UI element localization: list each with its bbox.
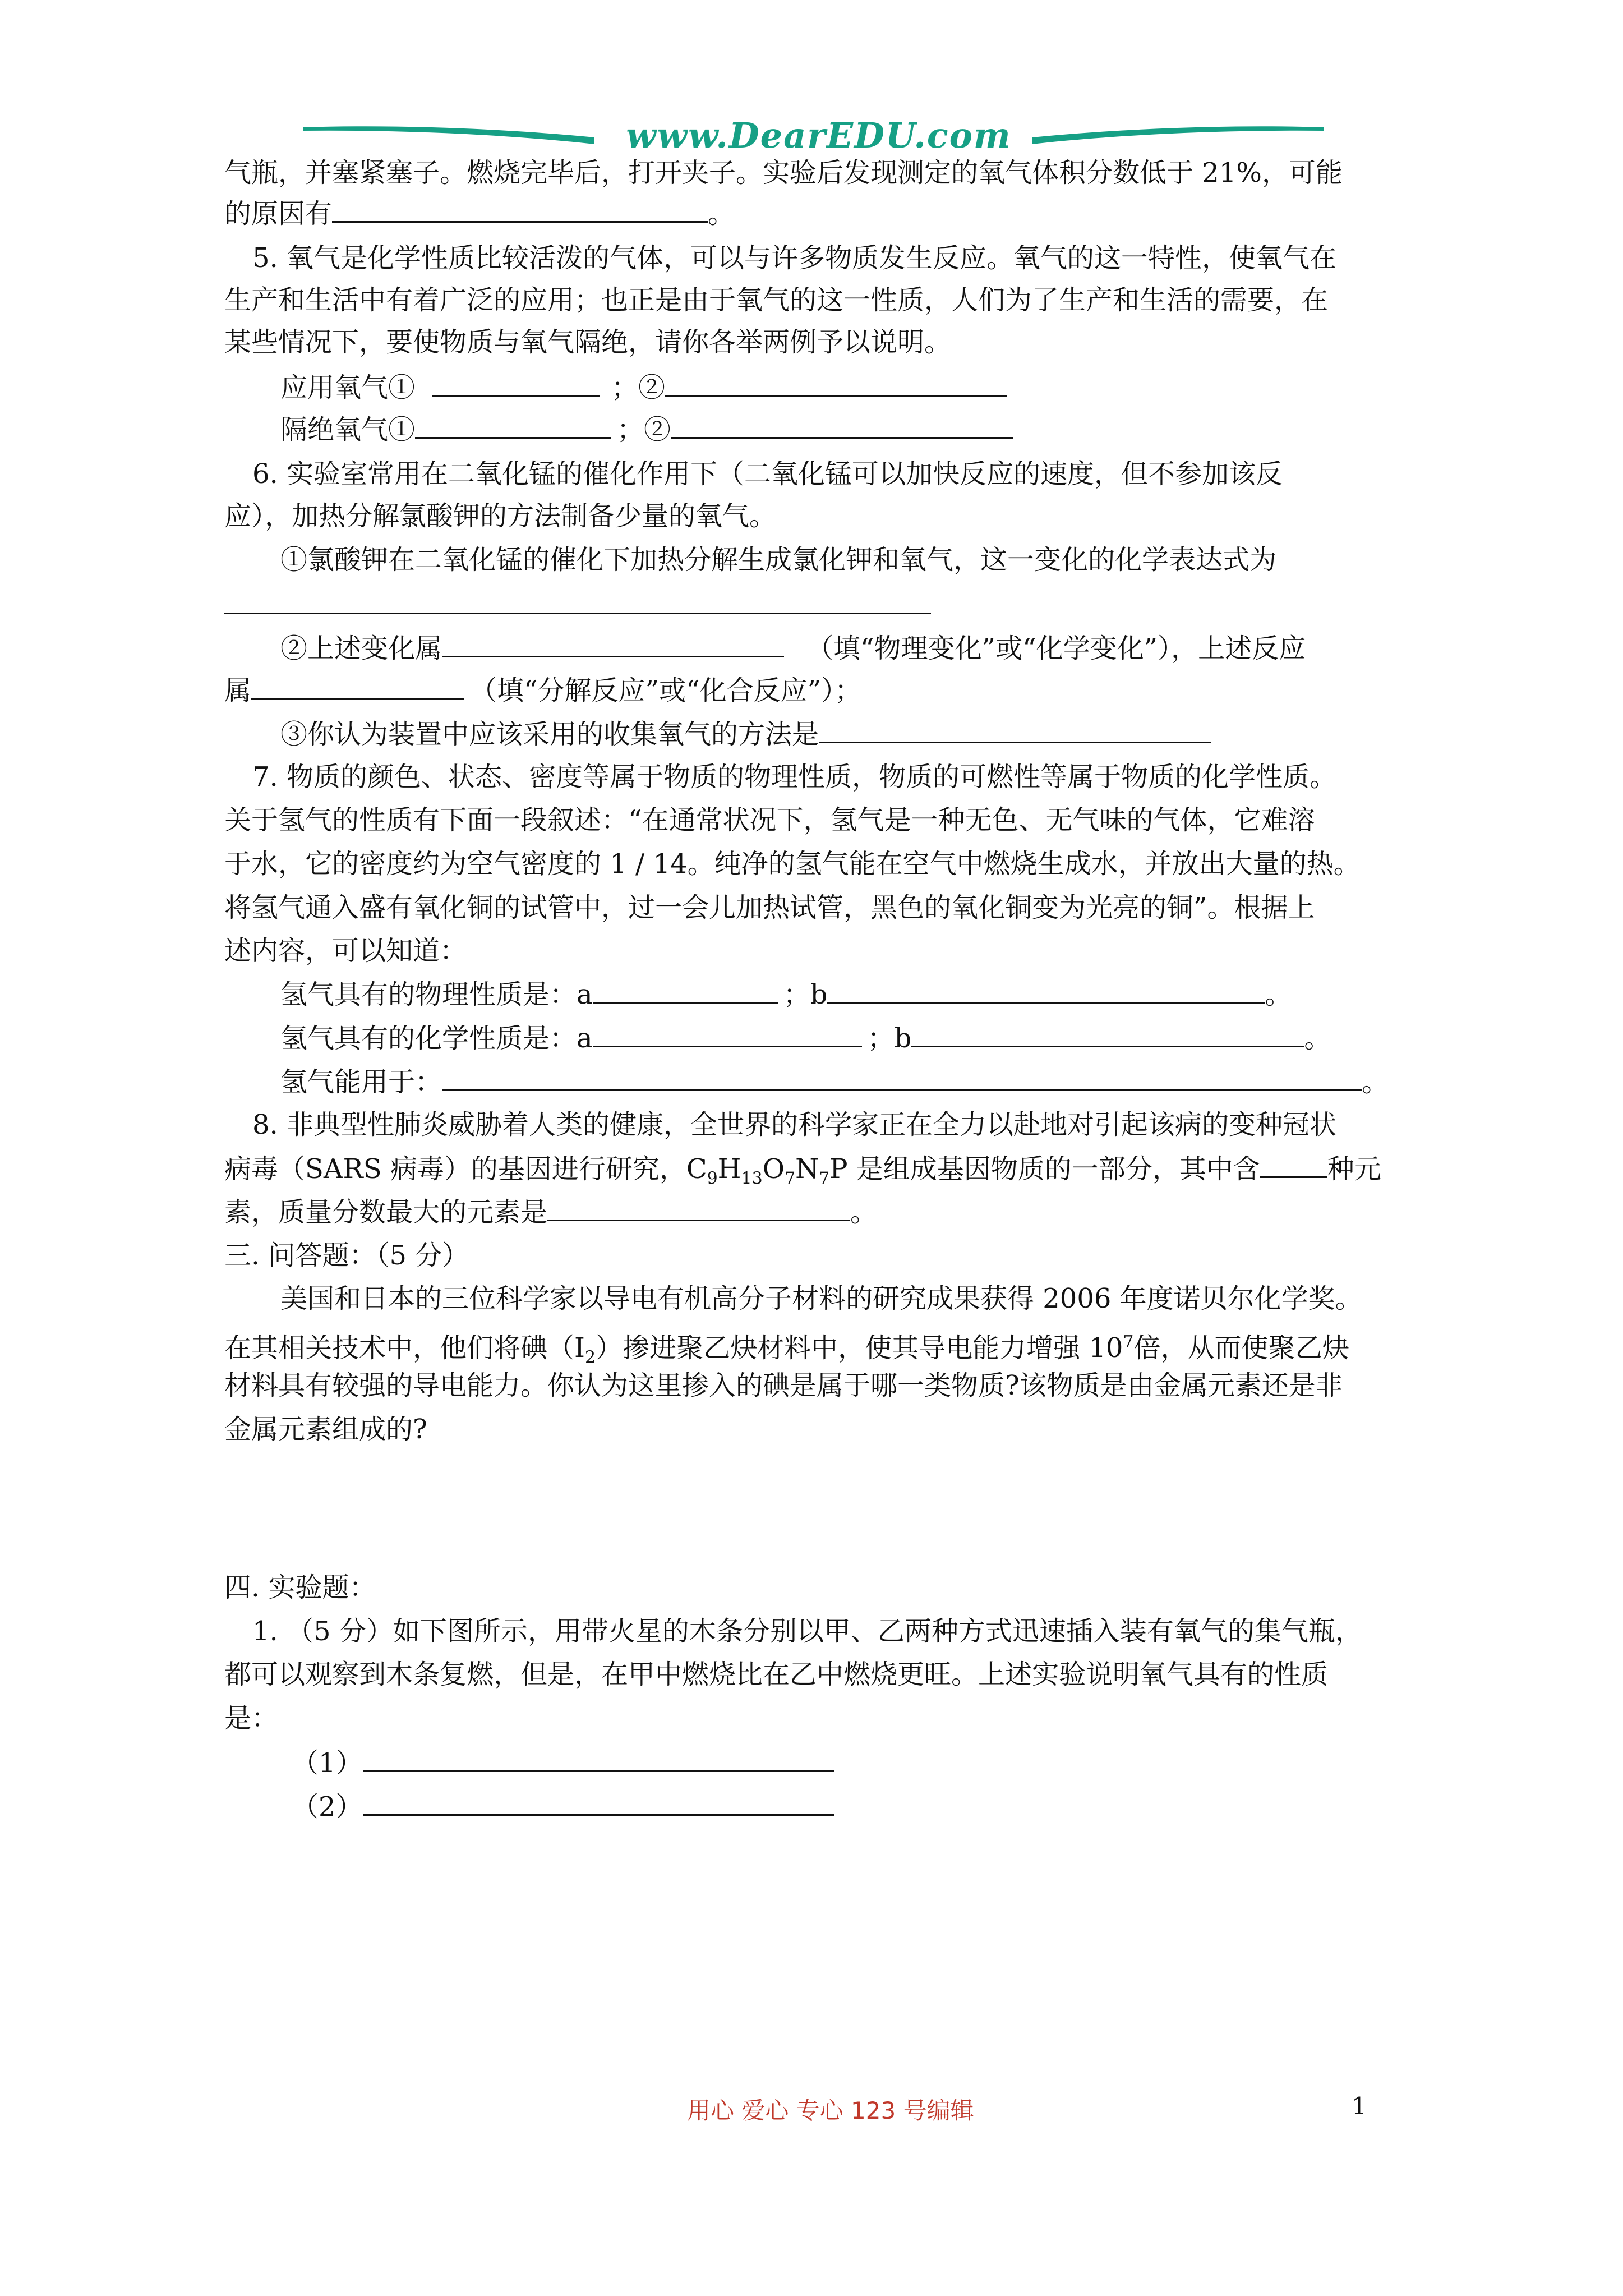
- answer-blank[interactable]: [593, 977, 778, 1004]
- text-line: 病毒（SARS 病毒）的基因进行研究，C: [224, 1153, 707, 1185]
- answer-blank[interactable]: [363, 1789, 834, 1816]
- text-line: 。: [1362, 1066, 1389, 1098]
- text-line: 金属元素组成的?: [224, 1414, 427, 1445]
- text-line: （2）: [292, 1791, 363, 1823]
- section-4-heading: 四. 实验题：: [224, 1572, 376, 1603]
- answer-blank[interactable]: [415, 412, 611, 439]
- site-logo-text: www.DearEDU.com: [626, 115, 1012, 156]
- text-line: 的原因有: [224, 198, 333, 229]
- page-number: 1: [1352, 2092, 1367, 2120]
- text-line: 。: [708, 198, 735, 229]
- answer-blank[interactable]: [363, 1746, 834, 1772]
- answer-blank[interactable]: [432, 370, 600, 397]
- answer-blank[interactable]: [593, 1021, 862, 1047]
- text-line: ）掺进聚乙炔材料中，使其导电能力增强 10: [596, 1332, 1123, 1364]
- subscript: 2: [584, 1347, 596, 1368]
- text-line: ；②: [617, 414, 671, 445]
- text-line: 将氢气通入盛有氧化铜的试管中，过一会儿加热试管，黑色的氧化铜变为光亮的铜”。根据上: [224, 892, 1315, 923]
- text-line: ②上述变化属: [280, 633, 442, 664]
- text-line: 。: [1304, 1023, 1331, 1054]
- answer-blank[interactable]: [332, 196, 708, 223]
- footer-editor-note: 用心 爱心 专心 123 号编辑: [687, 2097, 974, 2124]
- answer-blank[interactable]: [911, 1021, 1304, 1047]
- text-line: 材料具有较强的导电能力。你认为这里掺入的碘是属于哪一类物质?该物质是由金属元素还是非: [224, 1370, 1343, 1401]
- answer-blank[interactable]: [671, 412, 1013, 439]
- question-8-text: 8. 非典型性肺炎威胁着人类的健康，全世界的科学家正在全力以赴地对引起该病的变种冠状: [252, 1109, 1337, 1140]
- superscript: 7: [1123, 1332, 1134, 1352]
- text-line: ③你认为装置中应该采用的收集氧气的方法是: [280, 719, 819, 750]
- subscript: 9: [707, 1168, 718, 1189]
- answer-blank[interactable]: [665, 370, 1007, 397]
- text-line: N: [795, 1153, 819, 1185]
- text-line: 都可以观察到木条复燃，但是，在甲中燃烧比在乙中燃烧更旺。上述实验说明氧气具有的性质: [224, 1659, 1329, 1690]
- text-line: 倍，从而使聚乙炔: [1133, 1332, 1349, 1364]
- text-line: 氢气能用于：: [280, 1066, 442, 1098]
- text-line: 是：: [224, 1703, 279, 1734]
- text-line: （1）: [292, 1747, 363, 1779]
- text-line: 。: [850, 1197, 878, 1228]
- subscript: 7: [785, 1168, 796, 1189]
- answer-blank[interactable]: [442, 1065, 1362, 1091]
- text-line: （填“物理变化”或“化学变化”），上述反应: [806, 633, 1306, 664]
- text-line: 隔绝氧气①: [280, 414, 416, 445]
- text-line: ；②: [611, 372, 666, 403]
- text-line: 种元: [1327, 1153, 1381, 1185]
- text-line: 氢气具有的物理性质是：a: [280, 979, 593, 1010]
- text-line: 生产和生活中有着广泛的应用；也正是由于氧气的这一性质，人们为了生产和生活的需要，在: [224, 284, 1329, 316]
- question-7-text: 7. 物质的颜色、状态、密度等属于物质的物理性质，物质的可燃性等属于物质的化学性质。: [252, 761, 1337, 793]
- text-line: 属: [224, 675, 252, 706]
- text-line: 在其相关技术中，他们将碘（I: [224, 1332, 585, 1364]
- text-line: H: [717, 1153, 741, 1185]
- answer-blank[interactable]: [1260, 1152, 1327, 1178]
- text-line: 应用氧气①: [280, 372, 416, 403]
- experiment-1-text: 1. （5 分）如下图所示，用带火星的木条分别以甲、乙两种方式迅速插入装有氧气的集气瓶，: [252, 1616, 1362, 1647]
- answer-blank[interactable]: [819, 717, 1211, 743]
- text-line: 述内容，可以知道：: [224, 935, 467, 967]
- text-line: 气瓶，并塞紧塞子。燃烧完毕后，打开夹子。实验后发现测定的氧气体积分数低于 21%，可能: [224, 157, 1343, 188]
- answer-blank[interactable]: [827, 977, 1265, 1004]
- text-line: （填“分解反应”或“化合反应”）；: [470, 675, 862, 706]
- answer-blank[interactable]: [251, 673, 464, 700]
- subscript: 7: [819, 1168, 830, 1189]
- text-line: ；b: [867, 1023, 912, 1054]
- text-line: ；b: [783, 979, 828, 1010]
- answer-blank[interactable]: [547, 1195, 850, 1221]
- text-line: 美国和日本的三位科学家以导电有机高分子材料的研究成果获得 2006 年度诺贝尔化学奖。: [280, 1283, 1362, 1314]
- text-line: P 是组成基因物质的一部分，其中含: [829, 1153, 1260, 1185]
- text-line: 应），加热分解氯酸钾的方法制备少量的氧气。: [224, 500, 777, 532]
- section-3-heading: 三. 问答题：（5 分）: [224, 1240, 469, 1271]
- text-line: ①氯酸钾在二氧化锰的催化下加热分解生成氯化钾和氧气，这一变化的化学表达式为: [280, 544, 1277, 576]
- answer-blank[interactable]: [224, 588, 931, 614]
- text-line: 于水，它的密度约为空气密度的 1 / 14。纯净的氢气能在空气中燃烧生成水，并放出大量的热。: [224, 848, 1361, 880]
- text-line: 某些情况下，要使物质与氧气隔绝，请你各举两例予以说明。: [224, 326, 952, 358]
- text-line: 氢气具有的化学性质是：a: [280, 1023, 593, 1054]
- subscript: 13: [741, 1168, 763, 1189]
- answer-blank[interactable]: [442, 631, 784, 657]
- question-5-text: 5. 氧气是化学性质比较活泼的气体，可以与许多物质发生反应。氧气的这一特性，使氧气在: [252, 242, 1337, 274]
- text-line: O: [762, 1153, 785, 1185]
- text-line: 素，质量分数最大的元素是: [224, 1197, 548, 1228]
- text-line: 。: [1265, 979, 1292, 1010]
- question-6-text: 6. 实验室常用在二氧化锰的催化作用下（二氧化锰可以加快反应的速度，但不参加该反: [252, 458, 1283, 490]
- text-line: 关于氢气的性质有下面一段叙述：“在通常状况下，氢气是一种无色、无气味的气体，它难溶: [224, 804, 1315, 836]
